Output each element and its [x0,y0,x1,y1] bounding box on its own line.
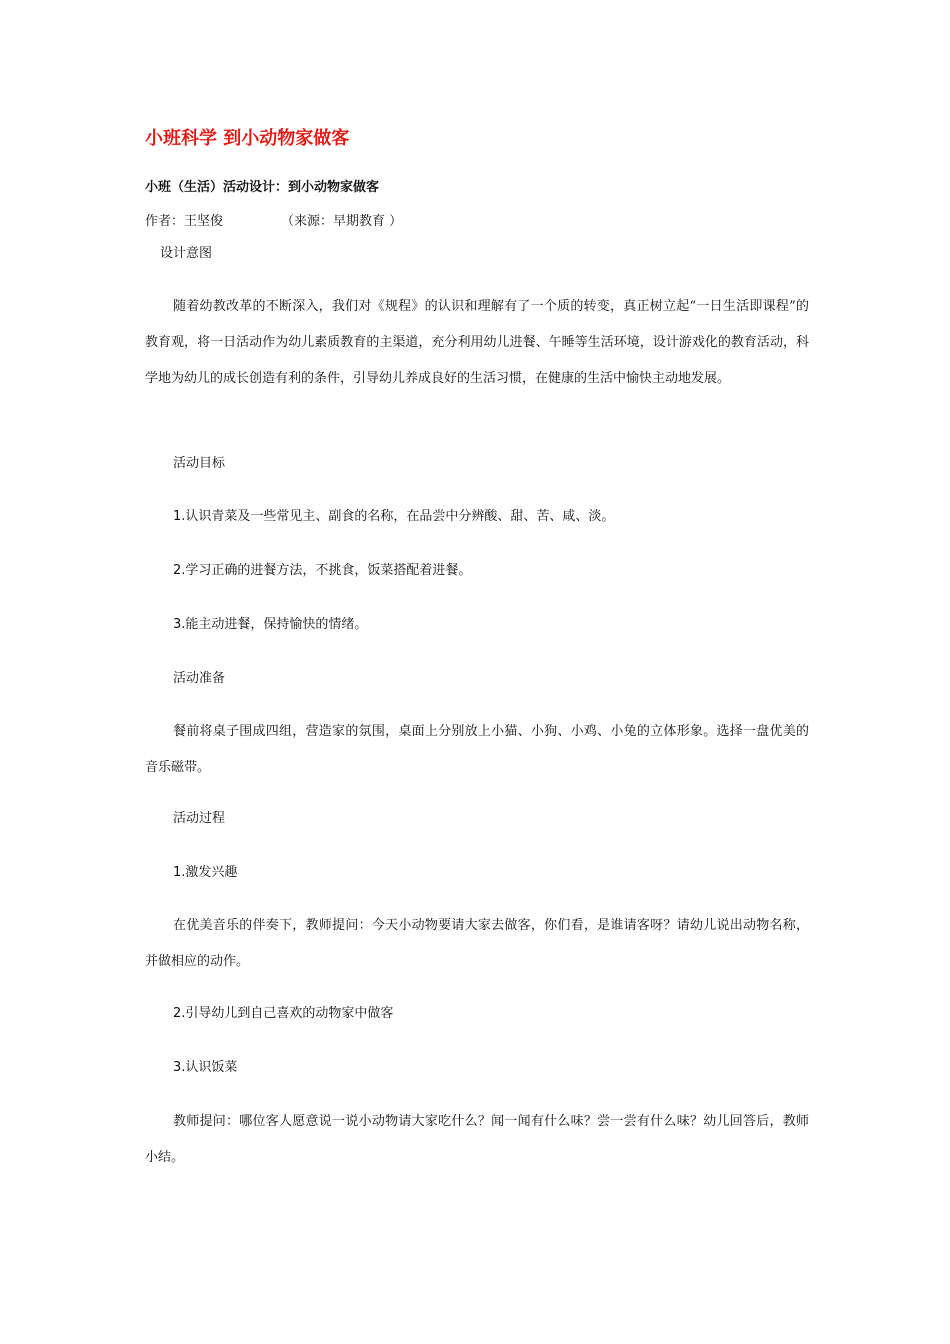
step-item-1 [145,855,809,891]
prep-heading: 活动准备 [173,671,226,686]
source-line: （来源：早期教育 ） [281,214,403,229]
step-3-title: 认识饭菜 [185,1060,238,1075]
goal-item-3 [145,607,809,643]
document-subtitle: 小班（生活）活动设计：到小动物家做客 [145,180,380,195]
design-intent-heading: 设计意图 [160,246,213,261]
step-2-number: 2. [173,1006,186,1021]
step-1-title: 激发兴趣 [185,865,238,880]
step-3-number: 3. [173,1060,186,1075]
document-meta [145,210,402,229]
goal-3-number: 3. [173,617,186,632]
prep-paragraph: 餐前将桌子围成四组，营造家的氛围，桌面上分别放上小猫、小狗、小鸡、小兔的立体形象。选择一盘优美的音乐磁带。 [145,724,809,775]
goal-3-text: 能主动进餐，保持愉快的情绪。 [185,617,368,632]
author-line: 作者：王坚俊 [145,214,224,229]
goal-item-2 [145,553,809,589]
step-3-paragraph: 教师提问：哪位客人愿意说一说小动物请大家吃什么？闻一闻有什么味？尝一尝有什么味？幼儿回答后，教师小结。 [145,1114,809,1165]
process-heading: 活动过程 [173,811,226,826]
goal-2-text: 学习正确的进餐方法，不挑食，饭菜搭配着进餐。 [185,563,472,578]
goal-1-number: 1. [173,509,186,524]
design-intent-paragraph: 随着幼教改革的不断深入，我们对《规程》的认识和理解有了一个质的转变，真正树立起“一日生活即课程”的教育观，将一日活动作为幼儿素质教育的主渠道，充分利用幼儿进餐、午睡等生活环境，设计游戏化的教育活动，科学地为幼儿的成长创造有利的条件，引导幼儿养成良好的生活习惯，在健康的生活中愉快主动地发展。 [145,299,809,386]
goal-2-number: 2. [173,563,186,578]
document-title: 小班科学 到小动物家做客 [145,128,350,149]
step-1-paragraph: 在优美音乐的伴奏下，教师提问：今天小动物要请大家去做客，你们看，是谁请客呀？请幼儿说出动物名称，并做相应的动作。 [145,918,809,969]
step-item-2 [145,996,809,1032]
step-1-number: 1. [173,865,186,880]
goals-heading: 活动目标 [173,456,226,471]
goal-item-1 [145,499,809,535]
step-2-title: 引导幼儿到自己喜欢的动物家中做客 [185,1006,394,1021]
step-item-3 [145,1050,809,1086]
goal-1-text: 认识青菜及一些常见主、副食的名称，在品尝中分辨酸、甜、苦、咸、淡。 [185,509,615,524]
